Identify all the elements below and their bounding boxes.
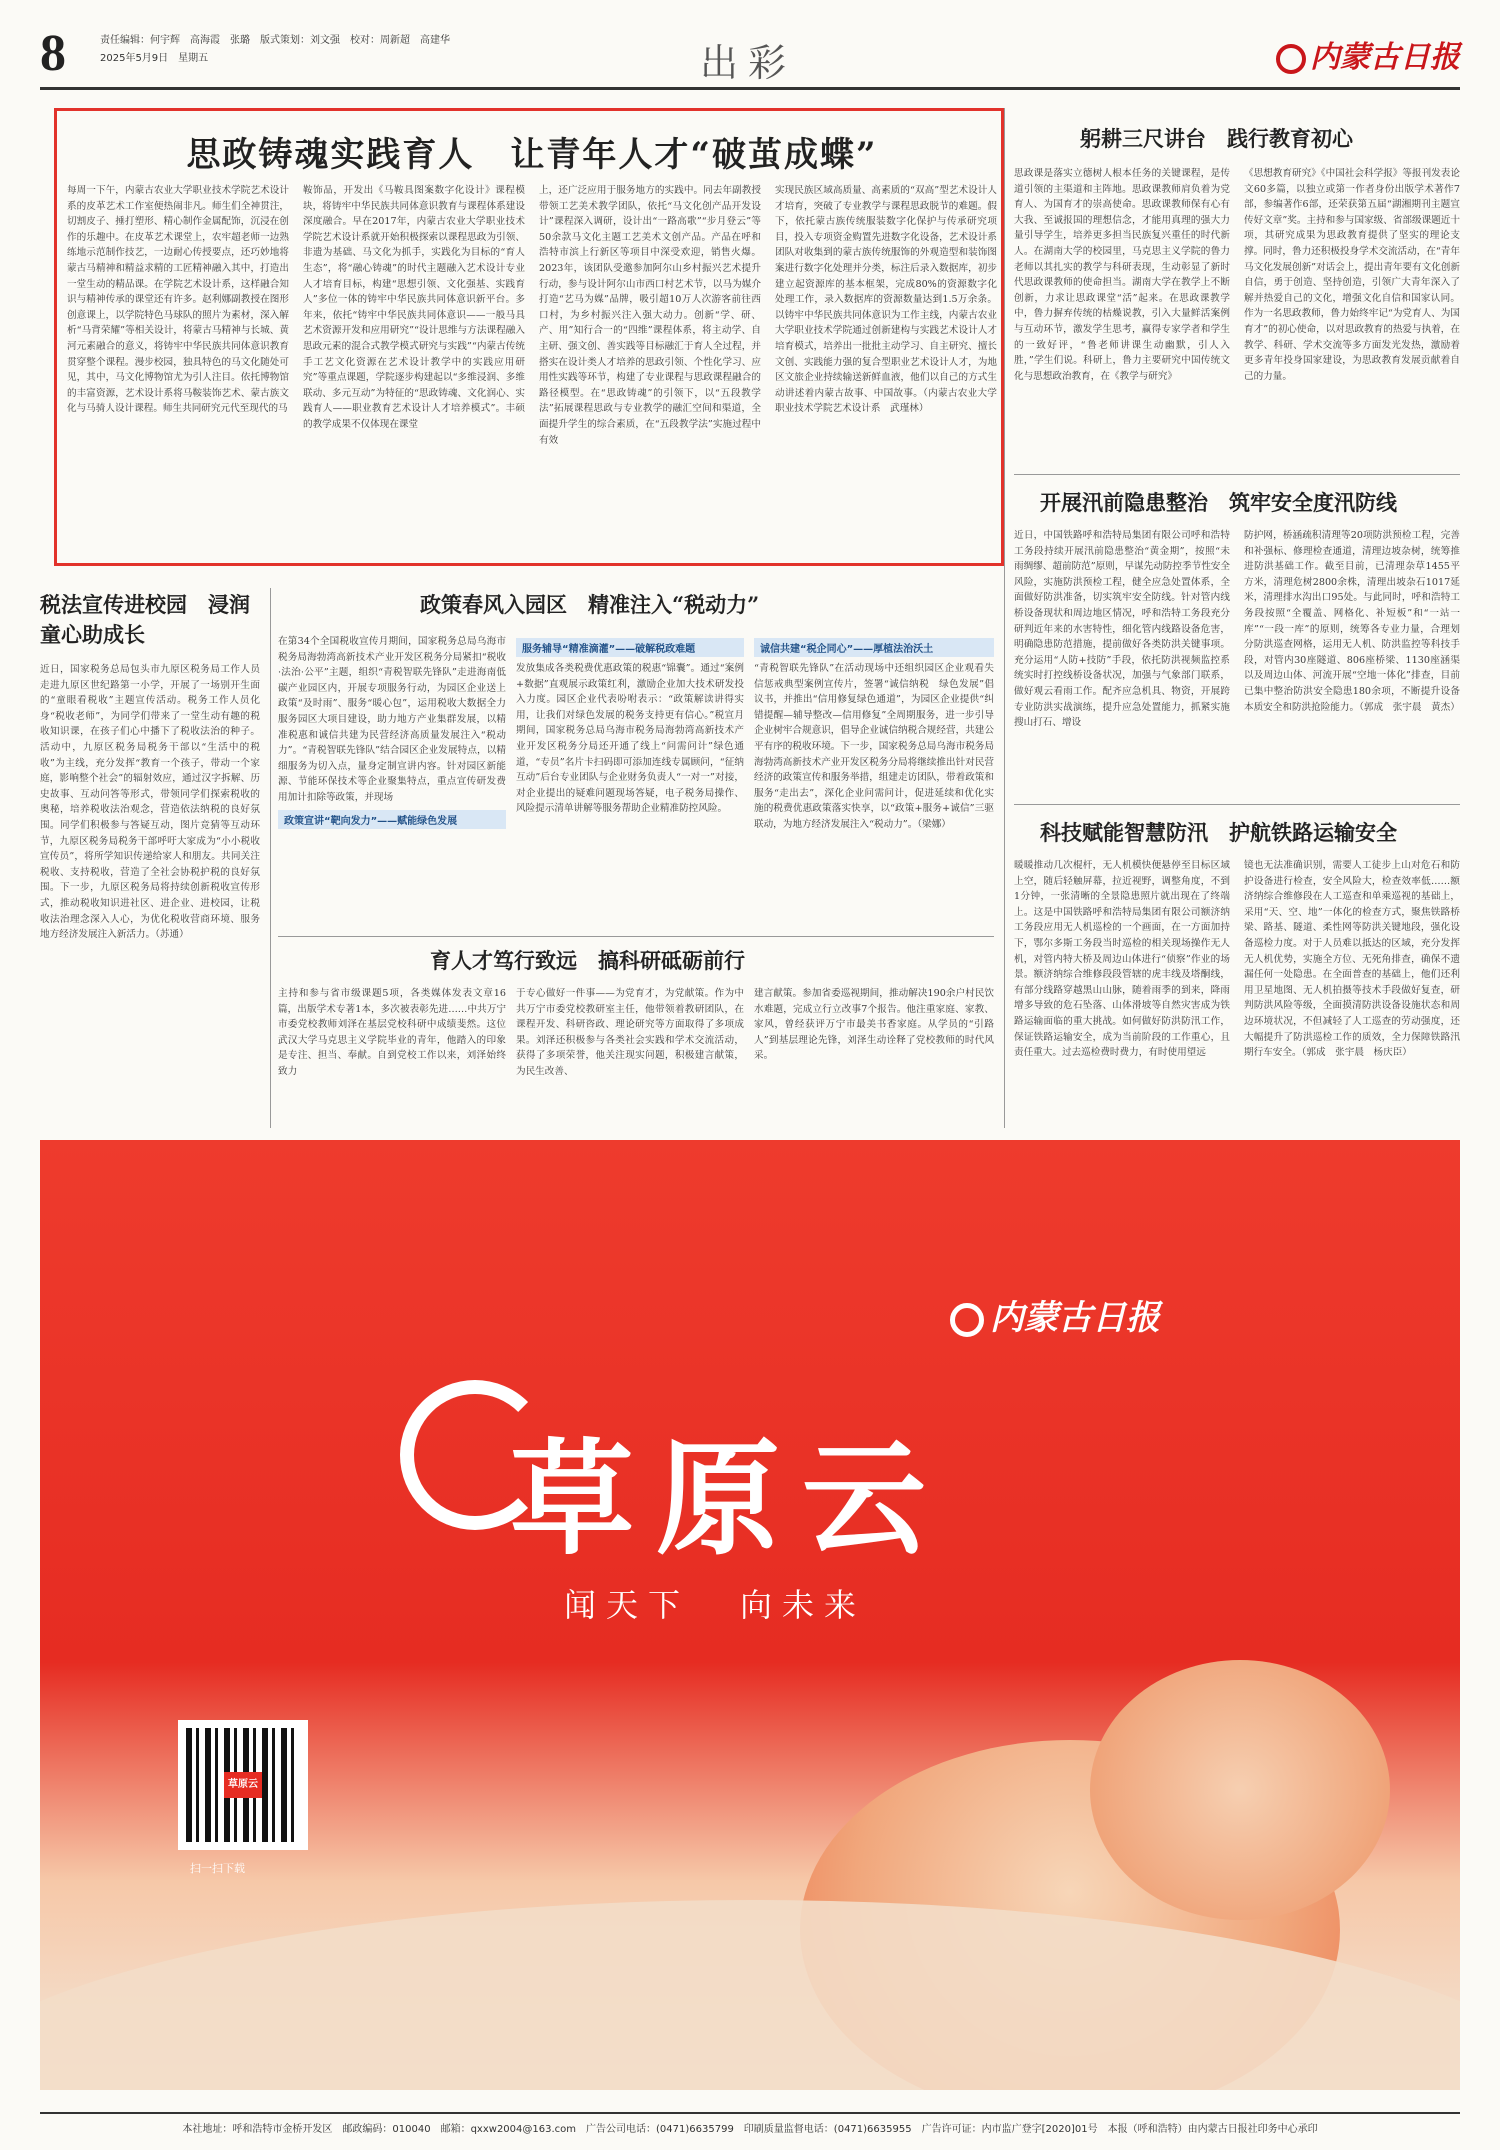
left-article-headline: 税法宣传进校园 浸润童心助成长 bbox=[40, 592, 250, 647]
lead-column-4: 实现民族区域高质量、高素质的“双高”型艺术设计人才培育，突破了专业教学与课程思政脱节的难题。假下，依托蒙古族传统服装数字化保护与传承研究项目，投入专项资金购置先进数字化设备，艺术设计系团队对收集到的蒙古族传统服饰的外观造型和装饰图案进行数字化处理并分类，标注后录入数据库，初步建立起资源库的基本框架，完成80%的资源数字化处理工作，录入数据库的资源数量达到1.5万余条。以铸牢中华民族共同体意识为工作主线，内蒙古农业大学职业技术学院通过创新建构与实践艺术设计人才培育模式，培养出一批批主动学习、自主研究、擅长文创、实践能力强的复合型职业艺术设计人才，为地区文旅企业持续输送新鲜血液，他们以自己的方式生动讲述着内蒙古故事、中国故事。（内蒙古农业大学职业技术学院艺术设计系 武瑾林） bbox=[775, 185, 997, 415]
subhead-policy: 政策宣讲“靶向发力”——赋能绿色发展 bbox=[278, 810, 506, 829]
masthead-meta bbox=[100, 32, 450, 68]
logo-mark-icon bbox=[1276, 44, 1306, 74]
cloud-swirl-icon bbox=[400, 1380, 550, 1530]
ad-newspaper-logo bbox=[950, 1290, 1160, 1339]
middle-article-headline: 政策春风入园区 精准注入“税动力” bbox=[420, 592, 760, 617]
right-article-1-column-2: 《思想教育研究》《中国社会科学报》等报刊发表论文60多篇，以独立或第一作者身份出版学术著作7部，参编著作6部，还荣获第五届“湖湘期刊主题宣传好文章”奖。主持和参与国家级、省部级课题近十项，其研究成果为思政教育提供了坚实的理论支撑。同时，鲁力还积极投身学术交流活动，在“青年马文化发展创新”对话会上，提出青年要有文化创新自信，勇于创造、坚持创造，引领广大青年深入了解并热爱自己的文化，增强文化自信和国家认同。作为一名思政教师，鲁力始终牢记“为党育人、为国育才”的初心使命，以对思政教育的热爱与执着，在教学、科研、学术交流等多方面发光发热，激励着更多青年投身国家建设，为思政教育发展贡献着自己的力量。 bbox=[1244, 168, 1460, 382]
right-article-3-headline: 科技赋能智慧防汛 护航铁路运输安全 bbox=[1040, 820, 1397, 845]
date-line: 2025年5月9日 星期五 bbox=[100, 53, 209, 64]
ad-logo-text: 内蒙古日报 bbox=[990, 1298, 1160, 1338]
lead-headline: 思政铸魂实践育人 让青年人才“破茧成蝶” bbox=[186, 135, 878, 175]
right-article-2-column-1: 近日，中国铁路呼和浩特局集团有限公司呼和浩特工务段持续开展汛前隐患整治“黄金期”，按照“未雨绸缪、超前防范”原则，早谋先动防控季节性安全风险，实施防洪预检工程，健全应急处置体系，全面做好防洪准备，切实筑牢安全防线。针对管内线桥设备现状和周边地区情况，呼和浩特工务段充分研判近年来的水害特性，细化管内线路设备危害，明确隐患防范措施，提前做好各类防洪关键事项。充分运用“人防+技防”手段，依托防洪视频监控系统实时打控线桥设备状况，加强与气象部门联系，做好观云看雨工作。配齐应急机具、物资，开展跨专业防洪实战演练，提升应急处置能力，抓紧实施搜山打石、增设 bbox=[1014, 530, 1230, 729]
ad-brand-name: 草原云 bbox=[510, 1427, 949, 1572]
bottom-article-headline: 育人才笃行致远 搞科研砥砺前行 bbox=[430, 948, 745, 973]
slogan-right: 向未来 bbox=[740, 1586, 867, 1624]
left-article-body: 近日，国家税务总局包头市九原区税务局工作人员走进九原区世纪路第一小学，开展了一场别开生面的“童眼看税收”主题宣传活动。税务工作人员化身“税收老师”，为同学们带来了一堂生动有趣的税收知识课，在孩子们心中播下了税收法治的种子。活动中，九原区税务局税务干部以“生活中的税收”为主线，充分发挥“教育一个孩子，带动一个家庭，影响整个社会”的辐射效应，通过汉字拆解、历史故事、互动问答等形式，带领同学们探索税收的奥秘，培养税收法治观念，营造依法纳税的良好氛围。同学们积极参与答疑互动，图片竞猜等互动环节，九原区税务局税务干部呼吁大家成为“小小税收宣传员”，将所学知识传递给家人和朋友。共同关注税收、支持税收，营造了全社会协税护税的良好氛围。下一步，九原区税务局将持续创新税收宣传形式，推动税收知识进社区、进企业、进校园，让税收法治理念深入人心，为优化税收营商环境、服务地方经济发展注入新活力。（苏通） bbox=[40, 664, 260, 941]
middle-col2-text: 发放集成各类税费优惠政策的税惠“锦囊”。通过“案例+数据”直观展示政策红利，激励企业加大技术研发投入力度。园区企业代表吩咐表示：“政策解读讲得实用，让我们对绿色发展的税务支持更有信心。”税宣月期间，国家税务总局乌海市税务局海勃湾高新技术产业开发区税务分局还开通了线上“问需问计”绿色通道，“专员”名片卡扫码即可添加连线专属顾问，“征纳互动”后台专业团队与企业财务负责人“一对一”对接，对企业提出的疑难问题现场答疑，电子税务局操作、风险提示清单讲解等服务帮助企业精准防控风险。 bbox=[516, 663, 744, 815]
middle-article-column-2 bbox=[516, 634, 744, 930]
bottom-article-column-2: 于专心做好一件事——为党育才，为党献策。作为中共万宁市委党校教研室主任，他带领着教研团队，在课程开发、科研咨政、理论研究等方面取得了多项成果。刘泽还积极参与各类社会实践和学术交流活动，获得了多项荣誉，他关注现实问题，积极建言献策，为民生改善、 bbox=[516, 988, 744, 1077]
editors-line: 责任编辑：何宇辉 高海霞 张璐 版式策划：刘文强 校对：周新超 高建华 bbox=[100, 35, 450, 46]
download-qr-code[interactable] bbox=[178, 1720, 308, 1850]
divider bbox=[278, 936, 994, 937]
ad-slogan bbox=[564, 1580, 916, 1626]
column-divider bbox=[270, 588, 271, 1128]
lead-column-2: 鞍饰品，开发出《马鞍具图案数字化设计》课程模块，将铸牢中华民族共同体意识教育与课程体系建设深度融合。早在2017年，内蒙古农业大学职业技术学院艺术设计系就开始积极探索以课程思政为引领、非遗为基础、马文化为抓手，实践化为目标的“育人生态”，将“融心铸魂”的时代主题融入艺术设计专业人才培育目标，构建“思想引领、文化强基、实践育人”多位一体的铸牢中华民族共同体意识新平台。多年来，依托“铸牢中华民族共同体意识——一般马具艺术资源开发和应用研究”“设计思维与方法课程融入思政元素的混合式教学模式研究与实践”“内蒙古传统手工艺文化资源在艺术设计教学中的实践应用研究”等重点课题，学院逐步构建起以“多维浸润、多维联动、多元互动”为特征的“思政铸魂、文化润心、实践育人——职业教育艺术设计人才培养模式”。丰硕的教学成果不仅体现在课堂 bbox=[303, 185, 525, 430]
lead-article bbox=[54, 108, 1004, 566]
logo-mark-icon bbox=[950, 1303, 984, 1337]
qr-caption: 扫一扫下载 bbox=[190, 1862, 245, 1875]
right-article-3-column-1: 暖暖推动几次棍杆，无人机模快便悬停至目标区域上空，随后轻触屏幕，拉近视野，调整角度，不到1分钟，一张清晰的全景隐患照片就出现在了终端上。这是中国铁路呼和浩特局集团有限公司额济纳工务段应用无人机巡检的一个画面，在一方面加持下，鄂尔多斯工务段当时巡检的相关现场操作无人机，对管内特大桥及周边山体进行“侦察”作业的场景。额济纳综合维修段段管辖的虎丰线及塔酮线，有部分线路穿越黑山山脉，随着雨季的到来，降雨增多导致的危石坠落、山体滑坡等自然灾害成为铁路运输面临的重大挑战。如何做好防洪防汛工作，保证铁路运输安全，成为当前阶段的工作重心，且责任重大。过去巡检费时费力，有时使用望远 bbox=[1014, 860, 1230, 1059]
logo-text: 内蒙古日报 bbox=[1310, 40, 1460, 75]
qr-center-logo: 草原云 bbox=[224, 1772, 262, 1798]
page-number: 8 bbox=[40, 25, 66, 82]
page-footer: 本社地址：呼和浩特市金桥开发区 邮政编码：010040 邮箱：qxxw2004@163.com 广告公司电话：(0471)6635799 印刷质量监督电话：(0471)6635955 广告许可证：内市监广登字[2020]01号 本报（呼和浩特）由内蒙古日报社印务中心承印 bbox=[40, 2112, 1460, 2135]
bottom-article-column-3: 建言献策。参加省委巡视期间，推动解决190余户村民饮水难题，完成立行立改事7个报告。他注重家庭、家教、家风，曾经获评万宁市最美书香家庭。从学员的“引路人”到基层理论先锋，刘泽生动诠释了党校教师的时代风采。 bbox=[754, 988, 994, 1062]
right-article-1-column-1: 思政课是落实立德树人根本任务的关键课程，是传道引领的主渠道和主阵地。思政课教师肩负着为党育人、为国育才的崇高使命。思政课教师保有心有大我、至诚报国的理想信念，才能用真理的强大力量引导学生，培养更多担当民族复兴重任的时代新人。在湖南大学的校园里，马克思主义学院的鲁力老师以其扎实的教学与科研表现，生动彰显了新时代思政课教师的使命担当。湖南大学在教学上不断创新，力求让思政课堂“活”起来。在思政课教学中，鲁力摒弃传统的枯燥说教，引入大量鲜活案例与互动环节，激发学生思考，赢得专家学者和学生的一致好评，“鲁老师讲课生动幽默，引人入胜，”学生们说。科研上，鲁力主要研究中国传统文化与思想政治教育，在《教学与研究》 bbox=[1014, 168, 1230, 382]
subhead-service: 服务辅导“精准滴灌”——破解税政难题 bbox=[516, 638, 744, 657]
divider bbox=[1014, 804, 1460, 805]
bottom-article-column-1: 主持和参与省市级课题5项，各类媒体发表文章16篇，出版学术专著1本，多次被表彰先进……中共万宁市委党校教师刘泽在基层党校科研中成绩斐然。这位武汉大学马克思主义学院毕业的青年，他踏入的印象是专注、担当、奉献。自到党校工作以来，刘泽始终致力 bbox=[278, 988, 506, 1077]
section-title: 出彩 bbox=[700, 41, 797, 85]
divider bbox=[1014, 474, 1460, 475]
column-divider bbox=[1004, 108, 1005, 1128]
decorative-cloud bbox=[1090, 1660, 1390, 1920]
middle-col3-text: “青税智联先锋队”在活动现场中还组织园区企业观看失信惩戒典型案例宣传片，签署“诚信纳税 绿色发展”倡议书，并推出“信用修复绿色通道”，为园区企业提供“纠错提醒—辅导整改—信用修复”全周期服务，进一步引导企业树牢合规意识，倡导企业诚信纳税合规经营，共建公平有序的税收环境。下一步，国家税务总局乌海市税务局海勃湾高新技术产业开发区税务分局将继续推出针对民营经济的政策宣传和服务举措，组建走访团队，带着政策和服务“走出去”，深化企业问需问计，促进延续和优化实施的税费优惠政策落实快享，以“政策+服务+诚信”三驱联动，为地方经济发展注入“税动力”。（梁娜） bbox=[754, 663, 994, 830]
right-article-2-headline: 开展汛前隐患整治 筑牢安全度汛防线 bbox=[1040, 490, 1397, 515]
middle-col1-text: 在第34个全国税收宣传月期间，国家税务总局乌海市税务局海勃湾高新技术产业开发区税务分局紧扣“税收·法治·公平”主题，组织“青税智联先锋队”走进海南低碳产业园区内，开展专项服务行动，为园区企业送上政策“及时雨”、服务“暖心包”，运用税收大数据全力服务园区大项目建设，助力地方产业集群发展，以精准税惠和诚信共建为民营经济高质量发展注入“税动力”。“青税智联先锋队”结合园区企业发展特点，以精细服务为切入点，量身定制宣讲内容。针对园区新能源、节能环保技术等企业聚集特点，重点宣传研发费用加计扣除等政策，并现场 bbox=[278, 636, 506, 803]
cloud-app-advertisement bbox=[40, 1140, 1460, 2090]
newspaper-logo bbox=[1276, 32, 1460, 76]
page-header bbox=[40, 18, 1460, 90]
right-article-2-column-2: 防护网，桥涵疏积清理等20项防洪预检工程，完善和补强标、修理检查通道，清理边坡杂树，统筹推进防洪基础工作。截至目前，已清理杂草1455平方米，清理危树2800余株，清理出坡杂石1017延米，清理排水沟出口95处。与此同时，呼和浩特工务段按照“全覆盖、网格化、补短板”和“一站一库”“一段一库”的原则，统筹各专业力量，合理划分防洪巡查网格，运用无人机、防洪监控等科技手段，对管内30座隧道、806座桥梁、1130座涵渠以及周边山体、河流开展“空地一体化”排查，目前已集中整治防洪安全隐患180余项，不断提升设备本质安全和防洪抢险能力。（郭成 张宇晨 黄杰） bbox=[1244, 530, 1460, 713]
lead-column-3: 上，还广泛应用于服务地方的实践中。同去年副教授带领工艺美术教学团队，依托“马文化创产品开发设计”课程深入调研，设计出“一路高歌”“步月登云”等50余款马文化主题工艺美术文创产品。产品在呼和浩特市滨上行新区等项目中深受欢迎，销售火爆。2023年，该团队受邀参加阿尔山乡村振兴艺术提升行动，参与设计阿尔山市西口村艺术节，以马为媒介打造“艺马为媒”品牌，吸引超10万人次游客前往西口村，为乡村振兴注入强大动力。创新“学、研、产、用”知行合一的“四维”课程体系，将主动学、自主研、强文创、善实践等目标融汇于育人全过程，并搭实在设计类人才培养的思政引领、个性化学习、应用性实践等环节，构建了专业课程与思政课程融合的路径模型。在“思政铸魂”的引领下，以“五段教学法”拓展课程思政与专业教学的融汇空间和渠道，全面提升学生的综合素质，在“五段教学法”实施过程中有效 bbox=[539, 185, 761, 446]
slogan-left: 闻天下 bbox=[564, 1586, 691, 1624]
middle-article-column-1 bbox=[278, 634, 506, 930]
right-article-1-headline: 躬耕三尺讲台 践行教育初心 bbox=[1080, 126, 1353, 151]
middle-article-column-3 bbox=[754, 634, 994, 930]
lead-column-1: 每周一下午，内蒙古农业大学职业技术学院艺术设计系的皮革艺术工作室便热闹非凡。师生们全神贯注，切割皮子、捶打塑形、精心制作金属配饰，沉浸在创作的乐趣中。在皮革艺术课堂上，农牢超老师一边熟练地示范制作技艺，一边耐心传授要点，还巧妙地将蒙古马精神和精益求精的工匠精神融入其中，打造出一堂生动的精品课。在学院艺术设计系，这样融合知识与精神传承的课堂还有许多。赵利娜副教授在图形创意课上，以学院特色马球队的照片为素材，深入解析“马背荣耀”等相关设计，将蒙古马精神与长城、黄河元素融合的意义，将铸牢中华民族共同体意识教育贯穿整个课程。漫步校园，独具特色的马文化随处可见，其中，马文化博物馆尤为引人注目。依托博物馆的丰富资源，艺术设计系将马鞍装饰艺术、蒙古族文化与马骑人设计课程。师生共同研究元代至现代的马 bbox=[67, 185, 289, 415]
qr-pattern bbox=[186, 1728, 300, 1842]
subhead-integrity: 诚信共建“税企同心”——厚植法治沃土 bbox=[754, 638, 994, 657]
right-article-3-column-2: 镜也无法准确识别，需要人工徒步上山对危石和防护设备进行检查，安全风险大，检查效率低……额济纳综合维修段在人工巡查和单乘巡视的基础上，采用“天、空、地”一体化的检查方式，聚焦铁路桥梁、路基、隧道、柔性网等防洪关键地段，强化设备巡检力度。对于人员难以抵达的区域，充分发挥无人机优势，实施全方位、无死角排查，确保不遗漏任何一处隐患。在全面普查的基础上，他们还利用卫星地图、无人机拍摄等技术手段做好复查，研判防洪风险等级，全面摸清防洪设备设施状态和周边环境状况，不但减轻了人工巡查的劳动强度，还大幅提升了防洪巡检工作的质效，全力保障铁路汛期行车安全。（郭成 张宇晨 杨庆臣） bbox=[1244, 860, 1460, 1059]
